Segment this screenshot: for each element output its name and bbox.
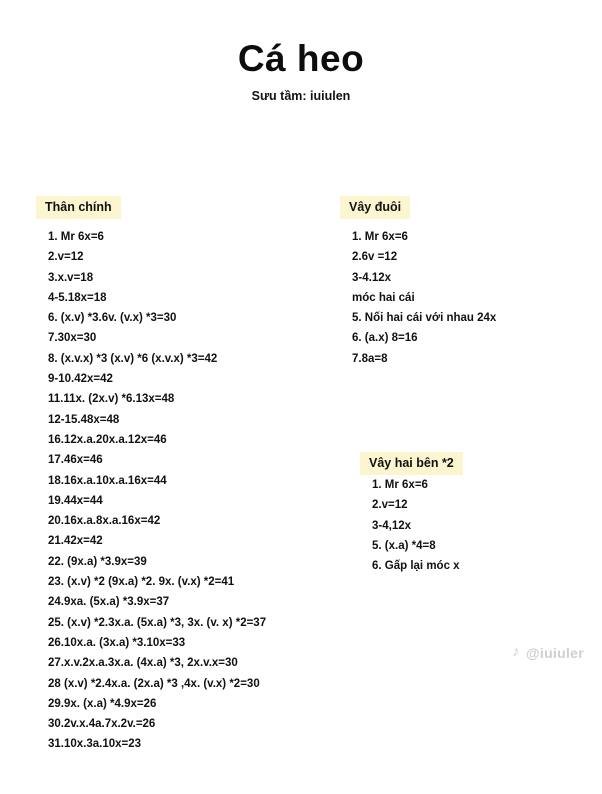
pattern-line: 12-15.48x=48 bbox=[48, 413, 120, 426]
pattern-line: 9-10.42x=42 bbox=[48, 373, 113, 386]
pattern-line: 22. (9x.a) *3.9x=39 bbox=[48, 555, 147, 568]
pattern-line: 29.9x. (x.a) *4.9x=26 bbox=[48, 697, 157, 710]
pattern-line: 28 (x.v) *2.4x.a. (2x.a) *3 ,4x. (v.x) *2=30 bbox=[48, 677, 260, 690]
pattern-line: 30.2v.x.4a.7x.2v.=26 bbox=[48, 718, 156, 731]
section-lines-than-chinh bbox=[48, 227, 266, 755]
pattern-line: 24.9xa. (5x.a) *3.9x=37 bbox=[48, 596, 170, 609]
pattern-line: 2.v=12 bbox=[372, 499, 408, 512]
section-heading-vay-hai-ben: Vây hai bên *2 bbox=[360, 452, 463, 475]
pattern-line: 2.v=12 bbox=[48, 251, 84, 264]
pattern-line: 6. Gấp lại móc x bbox=[372, 560, 460, 573]
pattern-line: 1. Mr 6x=6 bbox=[352, 231, 408, 243]
pattern-line: 3-4.12x bbox=[352, 271, 392, 284]
pattern-line: 25. (x.v) *2.3x.a. (5x.a) *3, 3x. (v. x) *2=37 bbox=[48, 616, 267, 629]
pattern-line: 7.30x=30 bbox=[48, 332, 97, 345]
music-note-icon: ♪ bbox=[512, 643, 520, 660]
pattern-line: 8. (x.v.x) *3 (x.v) *6 (x.v.x) *3=42 bbox=[48, 352, 218, 365]
pattern-line: 19.44x=44 bbox=[48, 494, 103, 507]
section-heading-vay-duoi: Vây đuôi bbox=[340, 196, 410, 219]
pattern-line: 7.8a=8 bbox=[352, 352, 388, 365]
section-lines-vay-hai-ben bbox=[372, 475, 460, 576]
page-title: Cá heo bbox=[237, 38, 365, 79]
pattern-line: 1. Mr 6x=6 bbox=[48, 231, 104, 243]
page-subtitle: Sưu tầm: iuiulen bbox=[251, 89, 351, 103]
watermark-text: @iuiuler bbox=[525, 644, 584, 661]
pattern-line: 4-5.18x=18 bbox=[48, 291, 107, 304]
pattern-line: 16.12x.a.20x.a.12x=46 bbox=[48, 433, 167, 446]
pattern-line: 27.x.v.2x.a.3x.a. (4x.a) *3, 2x.v.x=30 bbox=[48, 657, 238, 670]
pattern-line: 3.x.v=18 bbox=[48, 271, 94, 284]
pattern-line: 23. (x.v) *2 (9x.a) *2. 9x. (v.x) *2=41 bbox=[48, 576, 235, 589]
pattern-line: móc hai cái bbox=[352, 291, 415, 304]
pattern-line: 26.10x.a. (3x.a) *3.10x=33 bbox=[48, 636, 186, 649]
pattern-line: 20.16x.a.8x.a.16x=42 bbox=[48, 515, 161, 528]
pattern-line: 5. (x.a) *4=8 bbox=[372, 539, 436, 552]
pattern-line: 6. (x.v) *3.6v. (v.x) *3=30 bbox=[48, 312, 177, 325]
pattern-line: 11.11x. (2x.v) *6.13x=48 bbox=[48, 393, 175, 406]
pattern-line: 31.10x.3a.10x=23 bbox=[48, 738, 142, 751]
pattern-line: 3-4,12x bbox=[372, 519, 412, 532]
pattern-line: 17.46x=46 bbox=[48, 454, 103, 467]
section-lines-vay-duoi bbox=[352, 227, 496, 369]
pattern-line: 5. Nối hai cái với nhau 24x bbox=[352, 312, 497, 325]
watermark bbox=[512, 644, 584, 661]
pattern-line: 18.16x.a.10x.a.16x=44 bbox=[48, 474, 167, 487]
pattern-line: 1. Mr 6x=6 bbox=[372, 479, 428, 491]
pattern-line: 21.42x=42 bbox=[48, 535, 103, 548]
pattern-line: 6. (a.x) 8=16 bbox=[352, 332, 418, 345]
section-heading-than-chinh: Thân chính bbox=[36, 196, 121, 219]
pattern-line: 2.6v =12 bbox=[352, 251, 398, 264]
